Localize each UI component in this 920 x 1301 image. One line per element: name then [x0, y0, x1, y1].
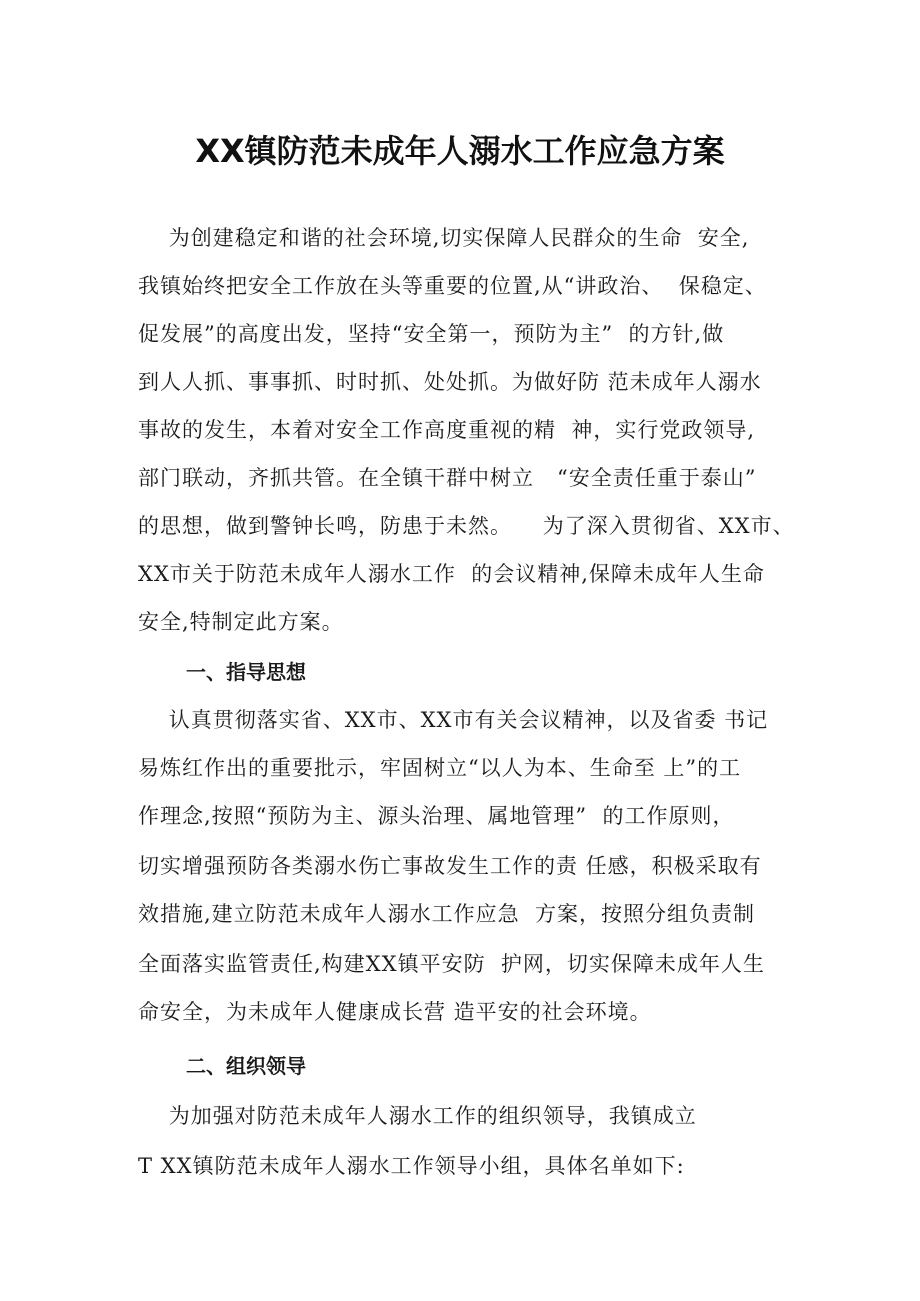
- paragraph-line: 为创建稳定和谐的社会环境,切实保障人民群众的生命 安全,: [138, 226, 750, 250]
- document-title: XX镇防范未成年人溺水工作应急方案: [195, 132, 725, 170]
- paragraph-line: 我镇始终把安全工作放在头等重要的位置,从“讲政治、 保稳定、: [138, 274, 767, 298]
- paragraph-line: T XX镇防范未成年人溺水工作领导小组，具体名单如下:: [138, 1154, 685, 1178]
- paragraph-line: 安全,特制定此方案。: [138, 610, 344, 634]
- section-heading-organization: 二、组织领导: [186, 1054, 306, 1078]
- paragraph-line: 事故的发生，本着对安全工作高度重视的精 神，实行党政领导,: [138, 418, 756, 442]
- paragraph-line: 全面落实监管责任,构建XX镇平安防 护网，切实保障未成年人生: [138, 952, 765, 976]
- paragraph-line: 认真贯彻落实省、XX市、XX市有关会议精神，以及省委 书记: [138, 708, 769, 732]
- paragraph-line: 效措施,建立防范未成年人溺水工作应急 方案，按照分组负责制: [138, 902, 756, 926]
- section-heading-guiding-ideology: 一、指导思想: [186, 660, 306, 684]
- paragraph-line: 促发展”的高度出发，坚持“安全第一，预防为主” 的方针,做: [138, 322, 725, 346]
- paragraph-line: 切实增强预防各类溺水伤亡事故发生工作的责 任感，积极采取有: [138, 854, 762, 878]
- paragraph-line: 到人人抓、事事抓、时时抓、处处抓。为做好防 范未成年人溺水: [138, 370, 762, 394]
- paragraph-line: 作理念,按照“预防为主、源头治理、属地管理” 的工作原则，: [138, 804, 735, 828]
- paragraph-line: 的思想，做到警钟长鸣，防患于未然。 为了深入贯彻省、XX市、: [138, 514, 795, 538]
- paragraph-line: 部门联动，齐抓共管。在全镇干群中树立 “安全责任重于泰山”: [138, 466, 757, 490]
- paragraph-line: 易炼红作出的重要批示，牢固树立“以人为本、生命至 上”的工: [138, 756, 742, 780]
- paragraph-line: 为加强对防范未成年人溺水工作的组织领导，我镇成立: [138, 1104, 697, 1128]
- paragraph-line: XX市关于防范未成年人溺水工作 的会议精神,保障未成年人生命: [138, 562, 765, 586]
- paragraph-line: 命安全，为未成年人健康成长营 造平安的社会环境。: [138, 1000, 652, 1024]
